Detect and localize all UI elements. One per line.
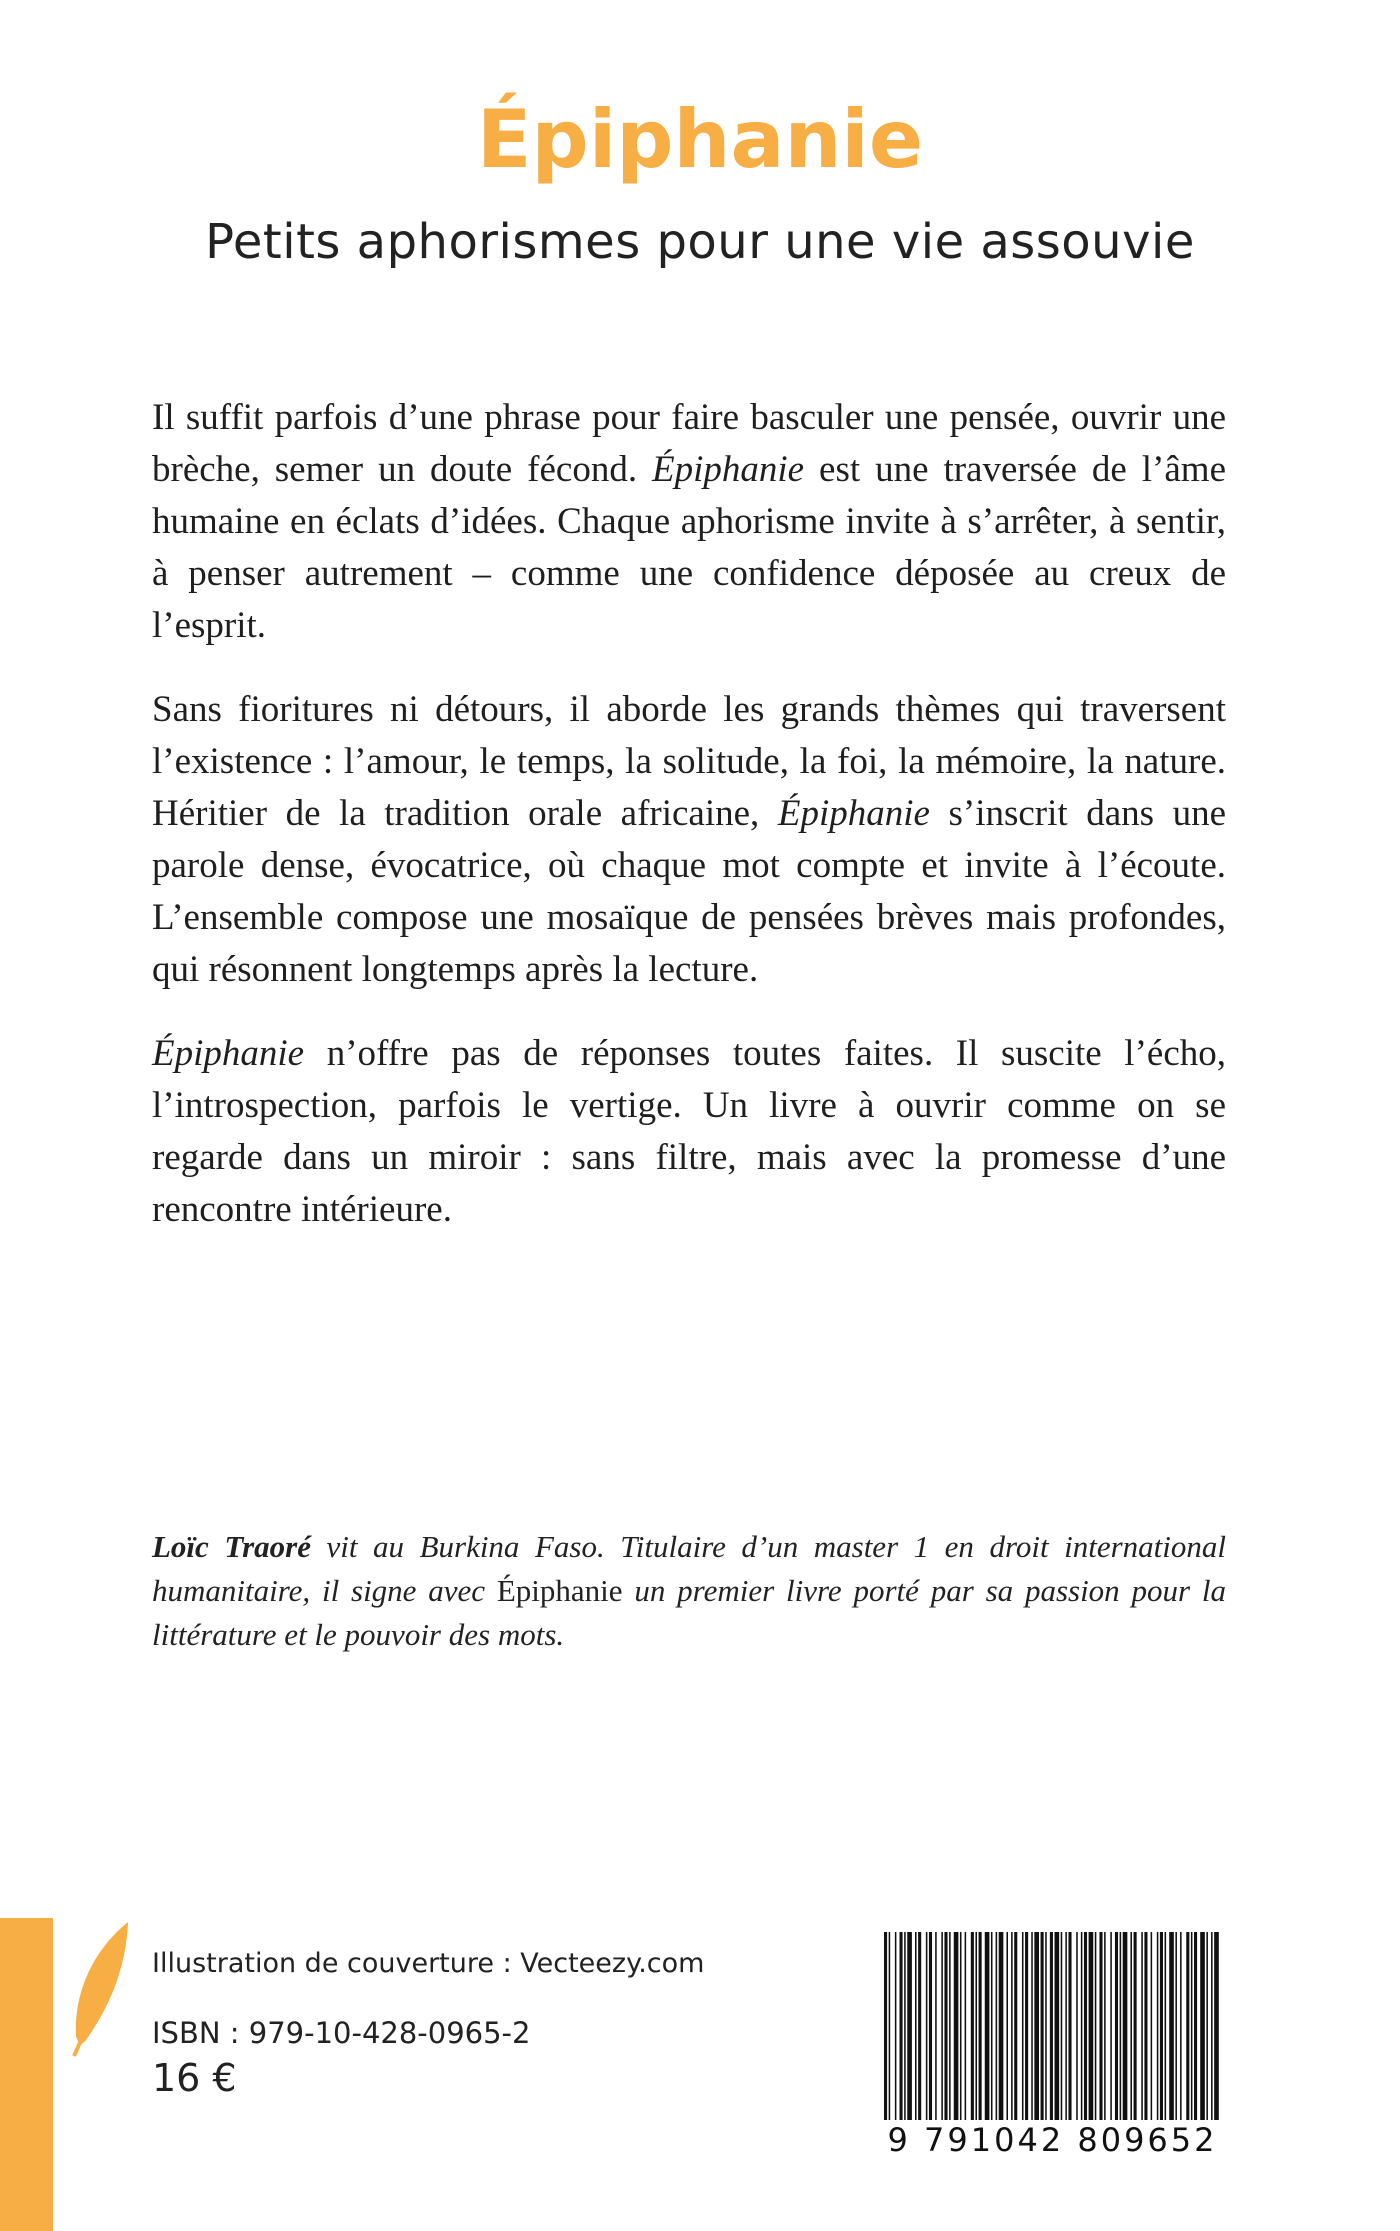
barcode-bar [895,1932,897,2120]
barcode-bar [1011,1932,1013,2120]
barcode-bar [1200,1932,1205,2120]
blurb-text: n’offre pas de réponses toutes faites. Il suscite l’écho, l’introspection, parfois le vertige. Un livre à ouvrir comme on se regarde dans un miroir : sans filtre, mais avec la promesse d’une rencontre intérieure. [152,1033,1226,1230]
barcode-bar [1144,1932,1147,2120]
author-bio-book-title: Épiphanie [496,1573,623,1608]
barcode-bar [1034,1932,1039,2120]
barcode-bar [1141,1932,1143,2120]
barcode-bar [985,1932,990,2120]
barcode-bar [889,1932,891,2120]
barcode-bar [1055,1932,1060,2120]
blurb-paragraph-3 [152,1028,1226,1236]
barcode-bar [979,1932,982,2120]
barcode-bar [954,1932,959,2120]
isbn: ISBN : 979-10-428-0965-2 [152,2016,531,2050]
barcode-bar [944,1932,947,2120]
accent-side-bar [0,1918,53,2231]
barcode-bar [1191,1932,1193,2120]
barcode-bar [1006,1932,1008,2120]
barcode-bar [907,1932,912,2120]
blurb-paragraph-2 [152,684,1226,996]
barcode-bar [1134,1932,1137,2120]
barcode-bar [991,1932,993,2120]
barcode-bar [949,1932,951,2120]
barcode-bar [1084,1932,1087,2120]
barcode-bar [1115,1932,1118,2120]
barcode-bar [1061,1932,1063,2120]
barcode-bar [1065,1932,1067,2120]
barcode-bar [1014,1932,1017,2120]
author-name: Loïc Traoré [152,1529,312,1564]
author-bio [152,1525,1226,1657]
barcode-bar [1041,1932,1044,2120]
barcode-bar [1130,1932,1132,2120]
barcode-bar [904,1932,906,2120]
barcode-bar [915,1932,917,2120]
blurb-text: Sans fioritures ni détours, il aborde les grands thèmes qui traversent l’existence : l’amour, le temps, la solitude, la foi, la mémoire, la nature. Héritier de la tradition orale africaine, [152,689,1226,834]
barcode-bar [1194,1932,1197,2120]
barcode-bar [999,1932,1004,2120]
blurb-text: Il suffit parfois d’une phrase pour faire basculer une pensée, ouvrir une brèche, semer un doute fécond. [152,397,1226,490]
barcode-bar [1180,1932,1182,2120]
cover-illustration-credit: Illustration de couverture : Vecteezy.com [152,1948,705,1979]
blurb-text: s’inscrit dans une parole dense, évocatrice, où chaque mot compte et invite à l’écoute. L’ensemble compose une mosaïque de pensées brèves mais profondes, qui résonnent longtemps après la lecture. [152,793,1226,990]
barcode-bar [1076,1932,1078,2120]
barcode-bar [1123,1932,1128,2120]
barcode-bar [926,1932,928,2120]
blurb-text: est une traversée de l’âme humaine en éclats d’idées. Chaque aphorisme invite à s’arrêter, à sentir, à penser autrement – comme une confidence déposée au creux de l’esprit. [152,449,1226,646]
barcode-bar [935,1932,937,2120]
barcode-bar [971,1932,974,2120]
barcode-bar [1157,1932,1159,2120]
barcode-bar [1206,1932,1208,2120]
barcode-bar [1022,1932,1024,2120]
blurb-book-title: Épiphanie [652,449,805,490]
barcode-digits: 9 791042 809652 [887,2121,1218,2159]
blurb-paragraph-1 [152,392,1226,652]
barcode-bar [1186,1932,1189,2120]
barcode-bar [1214,1932,1219,2120]
barcode-bar [1120,1932,1122,2120]
barcode-bar [1110,1932,1112,2120]
barcode-bar [900,1932,903,2120]
barcode-bar [1031,1932,1033,2120]
barcode-bar [1160,1932,1163,2120]
blurb [152,392,1226,1268]
barcode-bar [1025,1932,1028,2120]
barcode-bar [1068,1932,1071,2120]
blurb-book-title: Épiphanie [152,1033,305,1074]
barcode-bars [880,1932,1225,2120]
barcode-bar [1095,1932,1097,2120]
barcode-bar [1104,1932,1106,2120]
barcode-bar [1151,1932,1153,2120]
barcode-bar [929,1932,932,2120]
barcode-bar [1099,1932,1102,2120]
book-subtitle: Petits aphorismes pour une vie assouvie [205,214,1195,270]
barcode-bar [1165,1932,1167,2120]
author-bio-text: un premier livre porté par sa passion pour la littérature et le pouvoir des mots. [152,1573,1226,1652]
barcode-bar [960,1932,962,2120]
barcode-bar [1089,1932,1094,2120]
barcode-bar [1175,1932,1177,2120]
barcode-bar [975,1932,977,2120]
barcode-bar [1050,1932,1053,2120]
feather-icon [66,1918,136,2058]
barcode-bar [965,1932,967,2120]
price: 16 € [152,2056,237,2100]
barcode [880,1932,1225,2132]
barcode-bar [1045,1932,1047,2120]
barcode-bar [996,1932,998,2120]
book-title: Épiphanie [476,93,924,186]
barcode-bar [1169,1932,1174,2120]
barcode-bar [884,1932,887,2120]
barcode-bar [941,1932,943,2120]
author-bio-text: vit au Burkina Faso. Titulaire d’un master 1 en droit international humanitaire, il signe avec [152,1529,1227,1608]
barcode-bar [918,1932,921,2120]
barcode-bar [1211,1932,1213,2120]
blurb-book-title: Épiphanie [777,793,930,834]
barcode-bar [1081,1932,1083,2120]
